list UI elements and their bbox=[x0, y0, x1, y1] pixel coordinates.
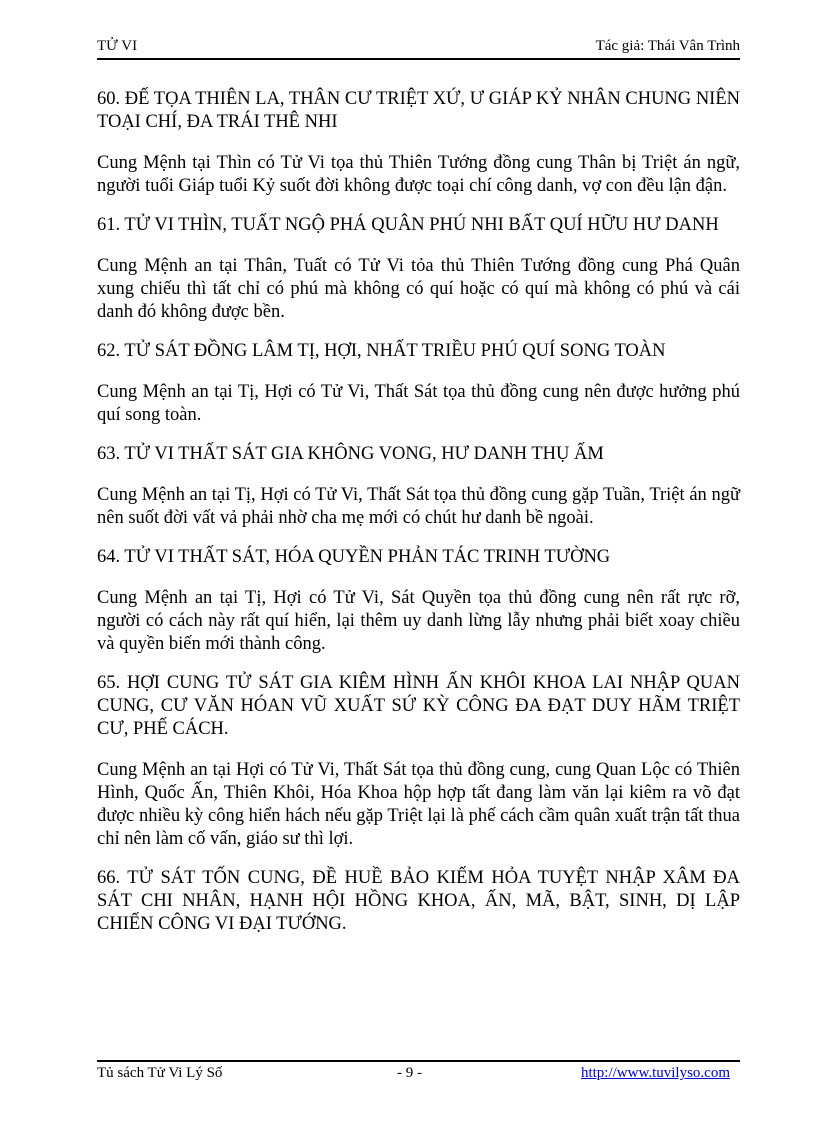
header-author: Tác giả: Thái Vân Trình bbox=[595, 38, 740, 54]
section-63-body: Cung Mệnh an tại Tị, Hợi có Tử Vi, Thất Sát tọa thủ đồng cung gặp Tuần, Triệt án ngữ nên suốt đời vất vả phải nhờ cha mẹ mới có chút hư danh bề ngoài. bbox=[97, 485, 740, 528]
section-64-heading: 64. TỬ VI THẤT SÁT, HÓA QUYỀN PHẢN TÁC TRINH TƯỜNG bbox=[97, 547, 611, 567]
page-header bbox=[97, 36, 740, 60]
section-62-heading: 62. TỬ SÁT ĐỒNG LÂM TỊ, HỢI, NHẤT TRIỀU PHÚ QUÍ SONG TOÀN bbox=[97, 341, 666, 361]
section-64-body: Cung Mệnh an tại Tị, Hợi có Tử Vi, Sát Quyền tọa thủ đồng cung nên rất rực rỡ, người có cách này rất quí hiển, lại thêm uy danh lừng lẫy nhưng phải biết xoay chiều và quyền biến mới thành công. bbox=[97, 588, 740, 654]
website-link[interactable]: http://www.tuvilyso.com bbox=[580, 1065, 730, 1081]
section-61-heading: 61. TỬ VI THÌN, TUẤT NGỘ PHÁ QUÂN PHÚ NHI BẤT QUÍ HỮU HƯ DANH bbox=[97, 215, 719, 235]
section-60-body: Cung Mệnh tại Thìn có Tử Vi tọa thủ Thiên Tướng đồng cung Thân bị Triệt án ngữ, người tuổi Giáp tuổi Kỷ suốt đời không được toại chí công danh, vợ con đều lận đận. bbox=[97, 153, 740, 196]
footer-series: Tủ sách Tử Vi Lý Số bbox=[97, 1065, 223, 1081]
section-65-body: Cung Mệnh an tại Hợi có Tử Vi, Thất Sát tọa thủ đồng cung, cung Quan Lộc có Thiên Hình, Quốc Ấn, Thiên Khôi, Hóa Khoa hộp hợp tất đang làm văn lại kiêm ra võ đạt được nhiều kỳ công hiển hách nếu gặp Triệt lại là phế cách cầm quân xuất trận tất thua chỉ nên làm cố vấn, giáo sư thì lợi. bbox=[97, 760, 740, 849]
section-60-heading: 60. ĐẾ TỌA THIÊN LA, THÂN CƯ TRIỆT XỨ, Ư GIÁP KỶ NHÂN CHUNG NIÊN TOẠI CHÍ, ĐA TRÁI THÊ NHI bbox=[97, 89, 740, 132]
header-title: TỬ VI bbox=[97, 38, 138, 54]
page-number: - 9 - bbox=[397, 1065, 422, 1081]
section-65-heading: 65. HỢI CUNG TỬ SÁT GIA KIÊM HÌNH ẤN KHÔI KHOA LAI NHẬP QUAN CUNG, CƯ VĂN HÓAN VŨ XUẤT SỨ KỲ CÔNG ĐA ĐẠT DUY HÃM TRIỆT CƯ, PHẾ CÁCH. bbox=[97, 673, 740, 739]
page-content bbox=[97, 88, 740, 954]
section-62-body: Cung Mệnh an tại Tị, Hợi có Tử Vi, Thất Sát tọa thủ đồng cung nên được hưởng phú quí song toàn. bbox=[97, 382, 740, 425]
page-footer bbox=[97, 1060, 740, 1086]
section-66-heading: 66. TỬ SÁT TỐN CUNG, ĐỀ HUỀ BẢO KIẾM HỎA TUYỆT NHẬP XÂM ĐA SÁT CHI NHÂN, HẠNH HỘI HỒNG KHOA, ẤN, MÃ, BẬT, SINH, DỊ LẬP CHIẾN CÔNG VI ĐẠI TƯỚNG. bbox=[97, 868, 740, 934]
section-61-body: Cung Mệnh an tại Thân, Tuất có Tử Vi tỏa thủ Thiên Tướng đồng cung Phá Quân xung chiếu thì tất chỉ có phú mà không có quí hoặc có quí mà không có phú và cái danh đó không được bền. bbox=[97, 256, 740, 322]
section-63-heading: 63. TỬ VI THẤT SÁT GIA KHÔNG VONG, HƯ DANH THỤ ẤM bbox=[97, 444, 604, 464]
